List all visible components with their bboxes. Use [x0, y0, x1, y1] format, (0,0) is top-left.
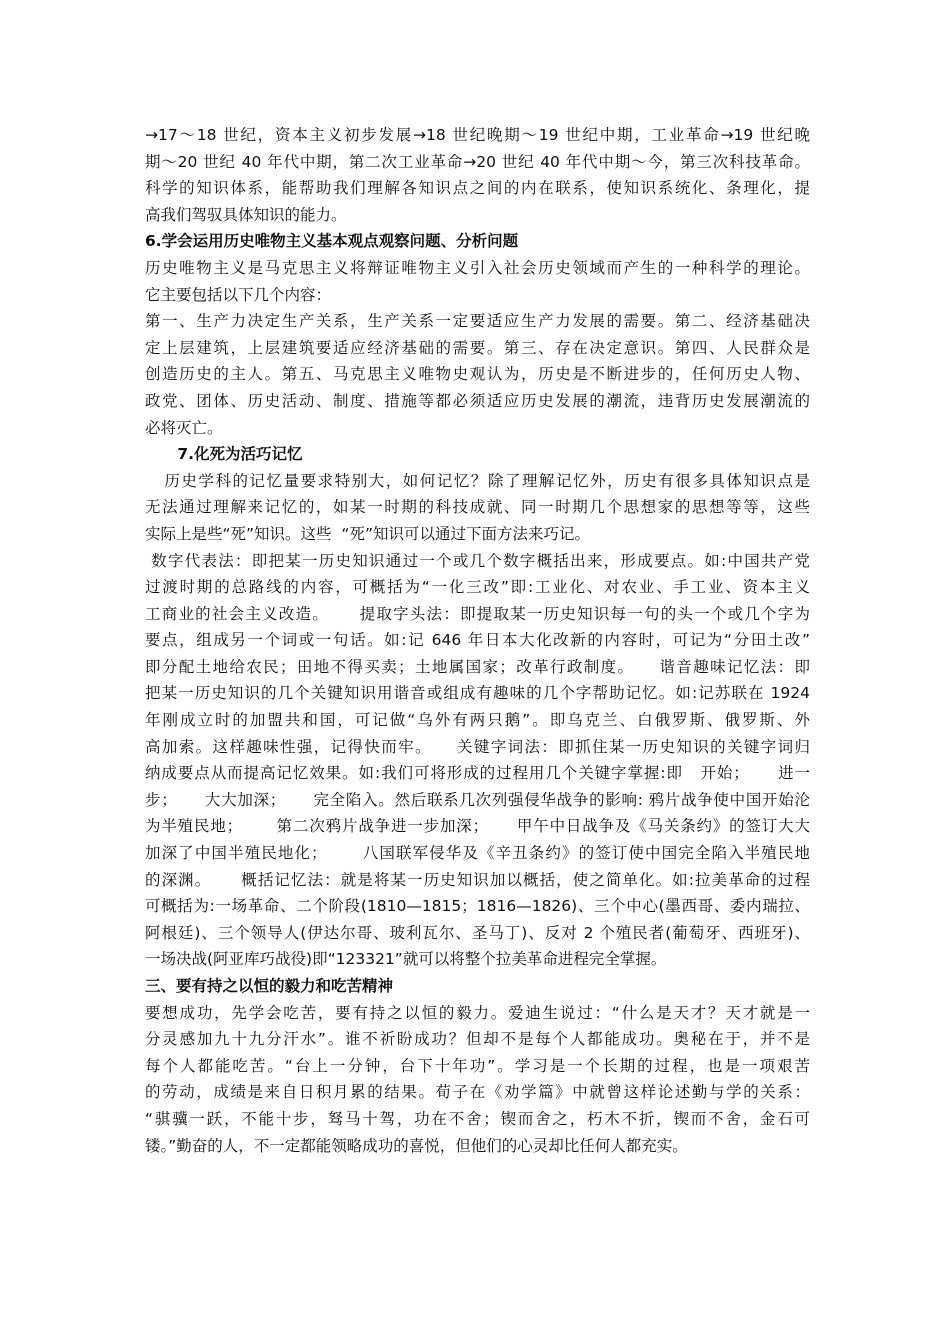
text-line: 镂。”勤奋的人，不一定都能领略成功的喜悦，但他们的心灵却比任何人都充实。: [145, 1136, 688, 1155]
text-line: 数字代表法：即把某一历史知识通过一个或几个数字概括出来，形成要点。如:中国共产党: [145, 551, 810, 570]
text-line: 期～20 世纪 40 年代中期，第二次工业革命→20 世纪 40 年代中期～今，第三次科技革命。: [145, 152, 810, 171]
text-line: 的劳动，成绩是来自日积月累的结果。荀子在《劝学篇》中就曾这样论述勤与学的关系：: [145, 1083, 810, 1102]
text-line: 历史唯物主义是马克思主义将辩证唯物主义引入社会历史领域而产生的一种科学的理论。: [145, 258, 810, 277]
text-line: 科学的知识体系，能帮助我们理解各知识点之间的内在联系，使知识系统化、条理化，提: [145, 179, 810, 198]
text-line: 定上层建筑，上层建筑要适应经济基础的需要。第三、存在决定意识。第四、人民群众是: [145, 338, 810, 357]
text-line: →17～18 世纪，资本主义初步发展→18 世纪晚期～19 世纪中期，工业革命→19 世纪晚: [145, 126, 810, 144]
text-line: 可概括为:一场革命、二个阶段(1810—1815；1816—1826)、三个中心(墨西哥、委内瑞拉、: [145, 897, 810, 916]
text-line: 分灵感加九十九分汗水”。谁不祈盼成功？但却不是每个人都能成功。奥秘在于，并不是: [145, 1030, 810, 1049]
document-page: [145, 122, 810, 1159]
text-line: 无法通过理解来记忆的，如某一时期的科技成就、同一时期几个思想家的思想等等，这些: [145, 498, 810, 517]
text-line: 它主要包括以下几个内容：: [145, 285, 332, 304]
text-line: 政党、团体、历史活动、制度、措施等都必须适应历史发展的潮流，违背历史发展潮流的: [145, 391, 810, 410]
text-line: 工商业的社会主义改造。 提取字头法：即提取某一历史知识每一句的头一个或几个字为: [145, 604, 810, 623]
text-line: “骐骥一跃，不能十步，驽马十驾，功在不舍；锲而舍之，朽木不折，锲而不舍，金石可: [145, 1109, 810, 1128]
text-line: 步； 大大加深； 完全陷入。然后联系几次列强侵华战争的影响: 鸦片战争使中国开始沦: [145, 790, 810, 809]
text-line: 阿根廷)、三个领导人(伊达尔哥、玻利瓦尔、圣马丁)、反对 2 个殖民者(葡萄牙、西班牙)、: [145, 923, 810, 942]
text-line: 每个人都能吃苦。“台上一分钟，台下十年功”。学习是一个长期的过程，也是一项艰苦: [145, 1056, 810, 1075]
text-line: 的深渊。 概括记忆法：就是将某一历史知识加以概括，使之简单化。如:拉美革命的过程: [145, 870, 810, 889]
section-heading: 7.化死为活巧记忆: [145, 445, 303, 464]
text-line: 要想成功，先学会吃苦，要有持之以恒的毅力。爱迪生说过：“什么是天才？天才就是一: [145, 1003, 810, 1022]
text-line: 实际上是些“死”知识。这些 “死”知识可以通过下面方法来巧记。: [145, 524, 590, 543]
text-line: 历史学科的记忆量要求特别大，如何记忆？除了理解记忆外，历史有很多具体知识点是: [145, 471, 810, 490]
text-line: 必将灭亡。: [145, 418, 223, 437]
text-line: 加深了中国半殖民地化； 八国联军侵华及《辛丑条约》的签订使中国完全陷入半殖民地: [145, 844, 810, 863]
text-line: 高加索。这样趣味性强，记得快而牢。 关键字词法：即抓住某一历史知识的关键字词归: [145, 737, 810, 756]
text-line: 一场决战(阿亚库巧战役)即“123321”就可以将整个拉美革命进程完全掌握。: [145, 950, 667, 969]
text-line: 把某一历史知识的几个关键知识用谐音或组成有趣味的几个字帮助记忆。如:记苏联在 1924: [145, 684, 810, 703]
text-line: 过渡时期的总路线的内容，可概括为“一化三改”即:工业化、对农业、手工业、资本主义: [145, 578, 810, 597]
text-line: 为半殖民地； 第二次鸦片战争进一步加深； 甲午中日战争及《马关条约》的签订大大: [145, 817, 810, 836]
text-line: 创造历史的主人。第五、马克思主义唯物史观认为，历史是不断进步的，任何历史人物、: [145, 365, 810, 384]
text-line: 年刚成立时的加盟共和国，可记做“乌外有两只鹅”。即乌克兰、白俄罗斯、俄罗斯、外: [145, 711, 810, 730]
text-line: 要点，组成另一个词或一句话。如:记 646 年日本大化改新的内容时，可记为“分田土改”: [145, 631, 810, 650]
section-heading: 三、要有持之以恒的毅力和吃苦精神: [145, 977, 394, 995]
section-heading: 6.学会运用历史唯物主义基本观点观察问题、分析问题: [145, 232, 519, 251]
text-line: 高我们驾驭具体知识的能力。: [145, 205, 347, 224]
text-line: 纳成要点从而提高记忆效果。如:我们可将形成的过程用几个关键字掌握:即 开始； 进一: [145, 764, 810, 783]
text-line: 第一、生产力决定生产关系，生产关系一定要适应生产力发展的需要。第二、经济基础决: [145, 312, 810, 331]
text-line: 即分配土地给农民；田地不得买卖；土地属国家；改革行政制度。 谐音趣味记忆法：即: [145, 657, 810, 676]
